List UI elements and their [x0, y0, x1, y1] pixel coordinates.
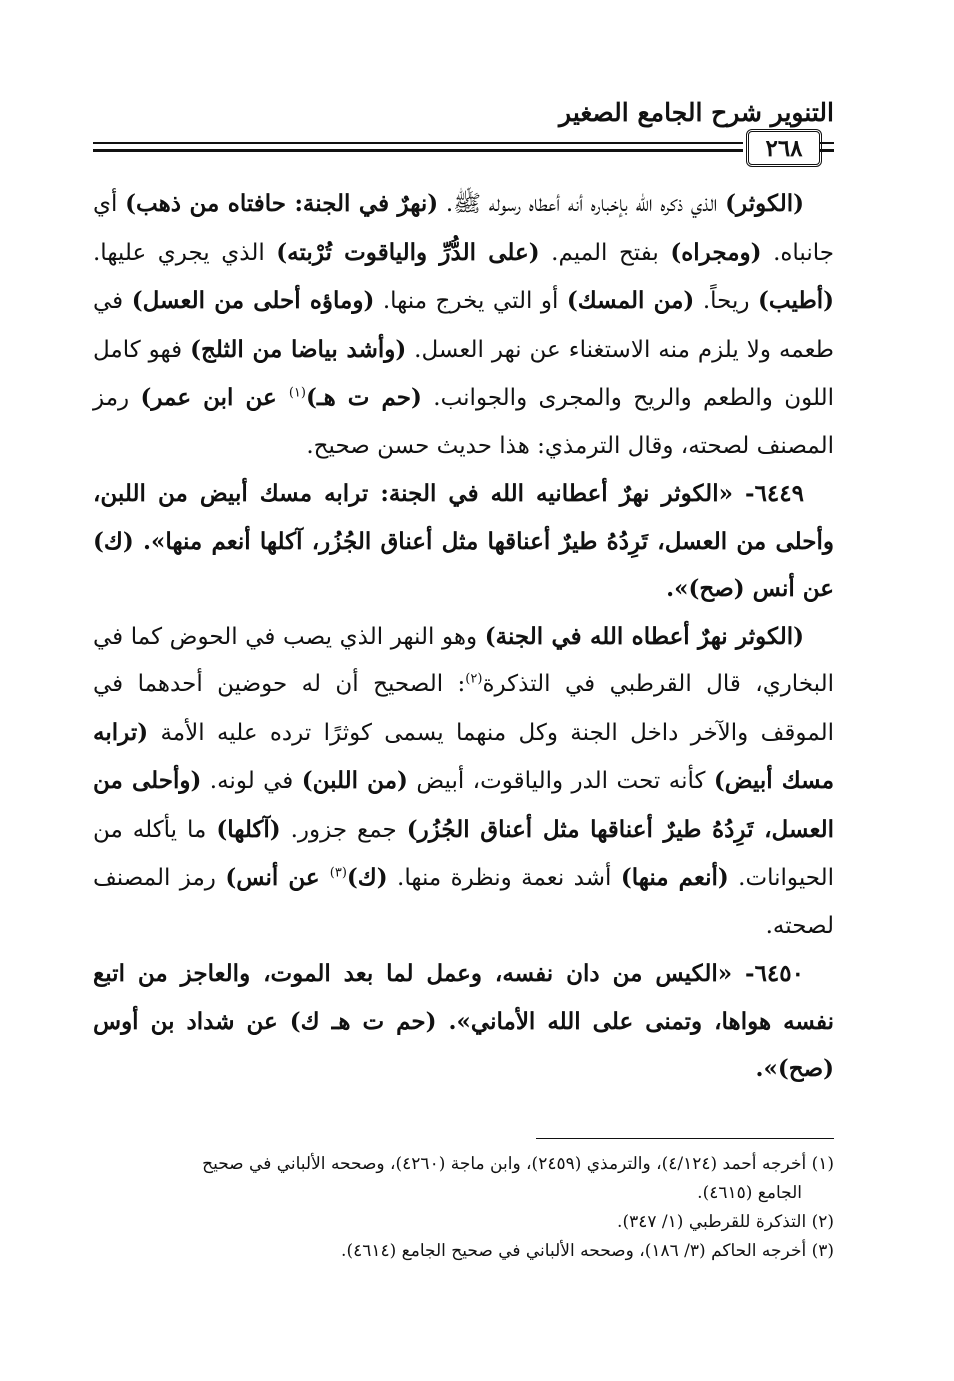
hadith-number: ٦٤٤٩- [745, 480, 804, 507]
commentary-paragraph-2 [93, 613, 834, 951]
footnote-text: الجامع (٤٦١٥). [697, 1183, 802, 1203]
footnotes [93, 1150, 834, 1266]
footnote-2 [93, 1208, 834, 1237]
commentary-text: رمز المصنف لصحته، وقال الترمذي: هذا حديث حسن صحيح. [93, 385, 834, 459]
hadith-text: «الكيس من دان نفسه، وعمل لما بعد الموت، والعاجز من اتبع نفسه هواها، وتمنى على الله الأماني». (حم ت هـ ك) عن شداد بن أوس (صح)». [93, 960, 834, 1082]
commentary-paragraph-1 [93, 180, 834, 470]
commentary-text: ما يأكله من الحيوانات. [93, 816, 834, 891]
commentary-text: أي جانباه. [93, 191, 835, 266]
bold-quote: (وماؤه أحلى من العسل) [131, 287, 375, 314]
footnote-ref-2[interactable]: (٢) [465, 671, 483, 687]
bold-quote: (ومجراه) [670, 238, 762, 266]
bold-quote: (على الدُّرِّ والياقوت تُرْبته) [276, 238, 540, 266]
header-rule-top [93, 142, 743, 144]
commentary-text: : الصحيح أن له حوضين أحدهما في الموقف والآخر داخل الجنة وكل منهما يسمى كوثرًا ترده عليه الأمة [93, 671, 834, 746]
commentary-text: الذي ذكره الله بإخباره أنه أعطاه رسوله ﷺ. [438, 191, 726, 217]
narrator: عن أنس) [225, 864, 330, 891]
bold-quote: (آكلها) [216, 815, 281, 843]
main-text [93, 180, 834, 1093]
bold-quote: (أطيب) [758, 287, 835, 314]
footnote-separator [536, 1138, 834, 1139]
commentary-text: أشد نعمة ونظرة منها. [387, 865, 621, 891]
bold-quote: (وأشد بياضا من الثلج) [190, 335, 407, 363]
bold-quote: (وأحلى من العسل، تَرِدُهُ طيرٌ أعناقها مثل أعناق الجُزُر) [93, 767, 834, 843]
bold-quote: (من اللبن) [301, 767, 408, 794]
commentary-text: الذي يجري عليها. [93, 239, 277, 266]
footnote-1-continuation [93, 1179, 834, 1208]
commentary-text: أو التي يخرج منها. [374, 288, 567, 314]
commentary-text: بفتح الميم. [539, 239, 671, 266]
page-number: ٢٦٨ [746, 129, 822, 167]
footnote-text: (٢) التذكرة للقرطبي (١/ ٣٤٧). [617, 1212, 834, 1232]
header-rule-top-right [820, 142, 834, 144]
footnote-ref-1[interactable]: (١) [288, 385, 306, 401]
footnote-1 [93, 1150, 834, 1179]
bold-quote: (الكوثر) [725, 190, 804, 217]
footnote-ref-3[interactable]: (٣) [329, 865, 347, 881]
hadith-6449 [93, 470, 834, 613]
commentary-text: رمز المصنف لصحته. [93, 865, 834, 939]
footnote-text: (١) أخرجه أحمد (٤/١٢٤)، والترمذي (٢٤٥٩)، وابن ماجة (٤٢٦٠)، وصححه الألباني في صحيح [202, 1154, 834, 1174]
narrator: عن ابن عمر) [140, 384, 289, 411]
commentary-text: كأنه تحت الدر والياقوت، أبيض [407, 768, 714, 794]
commentary-text: ريحاً. [694, 288, 759, 314]
source-code: (حم ت هـ) [305, 384, 422, 411]
commentary-text: في طعمه ولا يلزم منه الاستغناء عن نهر العسل. [93, 288, 834, 363]
source-code: (ك) [346, 864, 388, 891]
hadith-text: «الكوثر نهرٌ أعطانيه الله في الجنة: ترابه مسك أبيض من اللبن، وأحلى من العسل، تَرِدُهُ طيرٌ أعناقها مثل أعناق الجُزُر، آكلها أنعم منها». (ك) عن أنس (صح)». [93, 480, 834, 602]
bold-quote: (أنعم منها) [620, 864, 729, 891]
hadith-6450 [93, 950, 834, 1093]
commentary-text: فهو كامل اللون والطعم والريح والمجرى والجوانب. [93, 336, 834, 411]
header-rule-bottom [93, 149, 743, 152]
commentary-text: جمع جزور. [280, 816, 407, 843]
footnote-3 [93, 1237, 834, 1266]
commentary-text: وهو النهر الذي يصب في الحوض كما في البخاري، قال القرطبي في التذكرة [93, 623, 835, 697]
running-header-title: التنوير شرح الجامع الصغير [559, 98, 834, 127]
header-rule-bottom-right [820, 149, 834, 152]
bold-quote: (من المسك) [566, 287, 695, 314]
bold-quote: (الكوثر نهرٌ أعطاه الله في الجنة) [484, 622, 804, 650]
footnote-text: (٣) أخرجه الحاكم (٣/ ١٨٦)، وصححه الألباني في صحيح الجامع (٤٦١٤). [341, 1241, 834, 1261]
bold-quote: (نهرٌ في الجنة: حافتاه من ذهب) [125, 190, 439, 217]
bold-quote: (ترابه مسك أبيض) [93, 718, 835, 794]
hadith-number: ٦٤٥٠- [745, 960, 804, 987]
commentary-text: في لونه. [201, 768, 302, 794]
